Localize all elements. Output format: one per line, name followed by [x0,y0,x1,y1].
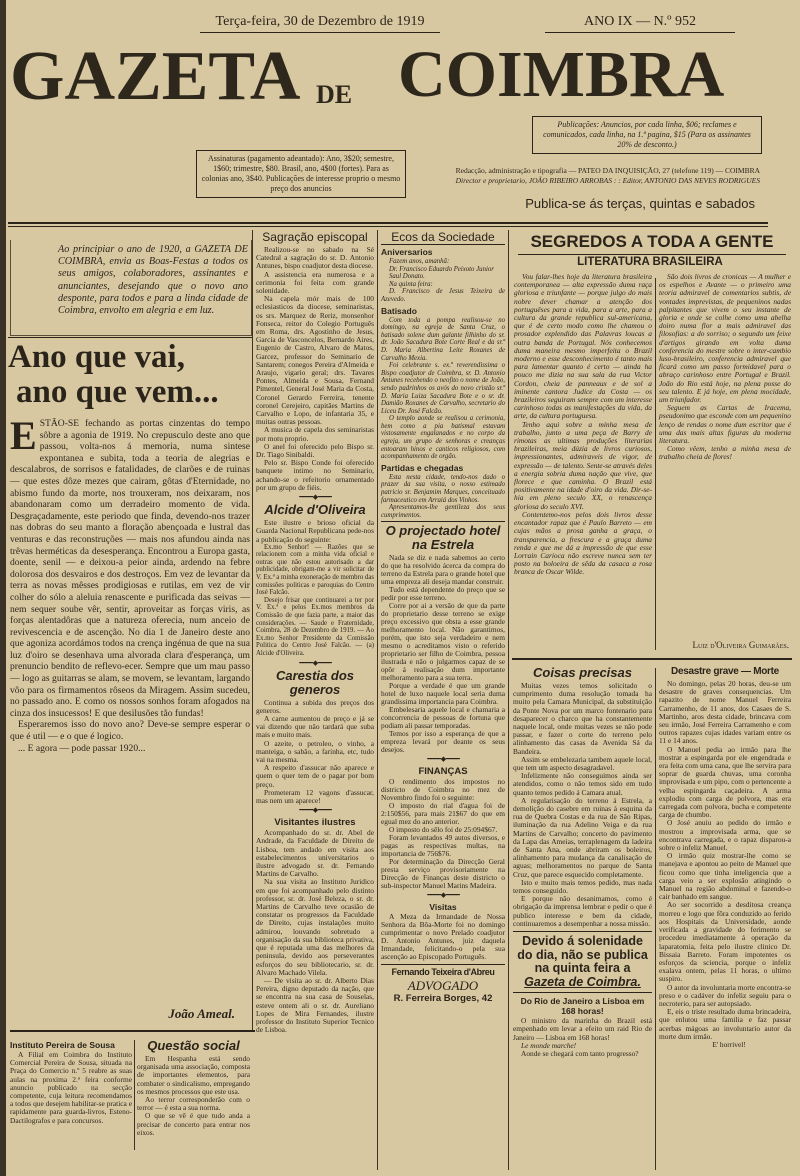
column-divider [377,230,378,1170]
paragraph: São dois livros de cronicas — A mulher e os espelhos e Avante — o primeiro uma teoria admiravel de comentarios subtis, de vontades imprevistas, de pequeninos nadas palpitantes que vivem o seu instante de gloria e onde se colhe como uma abelha doiro numa flor a mais admiravel das filosofias: a do sorriso; o segundo um feixe d'artigos girando em volta duma conferencia do mestre sobre o inter-cambio luso-brasileiro, conferencia admiravel que ficará como um passo formidavel para o abraço carinhoso entre Portugal e Brazil. João do Rio está hoje, na plena posse do seu talento. E já hoje, em plena mocidade, um triunfador. [659,272,791,405]
rio-lisboa-article [513,996,652,1058]
questao-social-article [137,1038,250,1137]
publications-rates: Publicações: Anuncios, por cada linha, $06; reclames e comunicados, cada linha, na 1.ª pagina, $15 (Para os assinantes 20% de desconto.) [532,116,762,154]
paragraph: A carne aumentou de preço e já se vai dizendo que não tardará que suba mais e muito mais. [256,714,374,740]
paragraph: Este ilustre e brioso oficial da Guarda Nacional Republicana pede-nos a publicação do seguinte: [256,518,374,544]
paragraph: Ao ser socorrido a desditosa creança morreu e logo que fôra conduzido ao ferido aos Hospitais da Universidade, aonde verificada a gravidade do ferimento se procedeu imediatamente á operação da laparatomia, feita pelo ilustre clinico Dr. Bissaia Barreto. Foram impotentes os esforços da sciencia, porque o infeliz exalava ontem, pelas 11 horas, o ultimo suspiro. [659,900,791,984]
segredos-banner: SEGREDOS A TODA A GENTE [518,232,786,255]
rio-title: Do Rio de Janeiro a Lisboa em 168 horas! [520,996,645,1017]
paragraph: A assistencia era numerosa e a cerimonia foi feita com grande solenidade. [256,269,374,296]
paragraph: O rendimento dos impostos no districto de Coimbra no mez de Novembro findo foi o seguinte: [381,777,505,803]
paragraph: O azeite, o petroleo, o vinho, a manteiga, o sabão, a farinha, etc, tudo vai na mesma. [256,738,374,765]
paragraph: Apresentamos-lhe gentileza dos seus cumprimentos. [381,504,505,519]
paragraph: Isto e muito mais temos pedido, mas nada temos conseguido. [513,877,652,896]
publication-frequency: Publica-se ás terças, quintas e sabados [525,196,755,211]
paragraph: No domingo, pelas 20 horas, deu-se um desastre de graves consequencias. Um rapazito de nome Manuel Ferreira Carramenho, de 11 anos, dos Casaes de S. Martinho, aros desta cidade, brincava com seu irmão, José Ferreira Carramenho e com outros rapazes cujas idades variam entre os 11 e 14 anos. [659,679,791,746]
redaction-address: Redacção, administração e tipografia — PATEO DA INQUISIÇÃO, 27 (telefone 119) — COIMBRA [455,166,760,175]
ornament-divider: ━━━━ ◆ ━━━━ [427,891,459,900]
lead-signature: João Ameal. [168,1006,235,1021]
column-divider [655,668,656,1170]
masthead-rule [8,222,768,224]
paragraph: Acompanhado do sr. dr. Abel de Andrade, da Faculdade de Direito de Lisboa, tem andado em visita aos estabelecimentos universitarios o ilustre advogado sr. dr. Fernando Martins de Carvalho. [256,828,374,879]
visitas-title: Visitas [429,902,457,913]
paragraph: Saul Donato. [389,273,425,281]
paragraph: Assim se embelezaria tambem aquele local, que tem um aspecto desagradavel. [513,754,652,773]
paragraph: O Manuel pedia ao irmão para lhe mostrar a espingarda por ele engendrada e era feita com uma cana, que lhe servira para soprar de guarda chuvas, uma coronha improvisada e um pipo, com o pertencente a velha espingarda caçadeira. A arma explodiu com carga de polvora, mas era carregada com polvora, bucha e competente carga de chumbo. [659,744,791,820]
sagracao-title: Sagração episcopal [262,230,368,244]
paragraph: Nada se diz e nada sabemos ao certo do que ha resolvido ácerca da compra do terreno da Estrela para o grande hotel que uma empreza ali deseja mandar construir. [381,553,505,587]
paragraph: Prometeram 12 vagons d'assucar, mas nem um aparece! [256,787,374,806]
paragraph: O José anuiu ao pedido do irmão e mostrou a improvisada arma, que se encontrava carregada, e o rapaz disparou-a sobre o infeliz Manuel. [659,818,791,853]
paragraph: Infelizmente não conseguimos ainda ser atendidos, como o não temos sido em tudo quanto temos pedido á Camara atual. [513,771,652,797]
paragraph: Foram levantados 49 autos diversos, e pagas as respectivas multas, na importancia de 756$76. [381,833,505,859]
paragraph: A musica de capela dos seminaristas por motu proprio. [256,425,374,443]
instituto-title: Instituto Pereira de Sousa [10,1040,115,1050]
paragraph: Por determinação da Direcção Geral presta serviço provisoriamente na Direcção de Finanças deste districto o sub-inspector Manuel Marins Madeira. [381,857,505,891]
paragraph: Ao terror corresponderão com o terror — é esta a sua norma. [137,1095,250,1113]
ornament-divider: ━━━━ ◆ ━━━━ [299,658,331,667]
paragraph: O imposto do sêlo foi de 25:094$67. [389,825,498,835]
lead-headline [8,340,258,410]
questao-title: Questão social [147,1038,240,1053]
notice-text: Devido á solenidade do dia, não se publica na quinta feira a [517,934,648,976]
visitantes-title: Visitantes ilustres [274,817,356,829]
paragraph: Na sua visita ao Instituto Juridico em que foi acompanhado pelo distinto professor, sr. dr. José Beleza, o sr. dr. Martins de Carvalho teve ocasião de constatar os progressos da Faculdade de Direito, cujas instalações muito admirou, louvando sobretudo a organisação da sua biblioteca privativa, que é reputada uma das melhores da peninsula, devido aos perseverantes esforços do seu bibliotecario, sr. dr. Alvaro Machado Vilela. [256,877,374,977]
rule [10,1030,255,1032]
paragraph: Desejo frisar que continuarei a ter por V. Ex.ª e pelos Ex.mos membros da Comissão de que fazia parte, a maior das considerações. — Saude e Fraternidade, Coimbra, 28 de Dezembro de 1919. — Ao Ex.mo Senhor Presidente da Comissão Politica do Centro José Falcão. — (a) Alcide d'Oliveira. [256,596,374,658]
batisado-text [381,317,505,461]
new-year-greeting: Ao principiar o ano de 1920, a GAZETA DE COIMBRA, envia as Boas-Festas a todos os seus amigos, colaboradores, assinantes e anunciantes, desejando que o novo ano desponte, para todos e para a linda cidade de Coimbra, envolto em alegria e em luz. [58,244,248,317]
aniversarios-list [381,258,505,304]
column-4-lower [513,665,652,1058]
paragraph: A regularisação do terreno á Estrela, a demolição do casebre em ruinas á esquina da rua de Quebra Costas e da rua de São Ripas, iluminação da rua Adelino Veiga e da rua Martins de Carvalho; concerto do pavimento da Lapa das Ameias, terraplenagem da ladeira de Santa Ana, onde abriram os boleiros, alinhamento para mudança da canalisação de aguas; melhoramentos no parque de Santa Cruz, que parece esquecido completamente. [513,795,652,879]
paragraph: E porque não desanimamos, como é obrigação da imprensa lembrar e pedir o que é publico interesse e bem da cidade, continuaremos a desempenhar a nossa missão. [513,894,652,928]
paragraph: Contentemo-nos pelos dois livros desse encantador rapaz que é Paulo Barreto — em cujas mãos a prosa ganha a graça, o transparencia, a frescura e a graça duma renda e que me dá a impressão de que esse Lorrain Carioca não escreve nunca sem ter posto na boloeira de sêda da casaca a rosa branca de Oscar Wilde. [514,509,652,577]
paragraph: Muitas vezes temos solicitado o cumprimento duma resolução tomada ha muito pela Camara Municipal, da substituição da Ponte Nova por um marco fontenario para desaparecer o charco que ha constantemente naquele local, onde muitas vezes se não pode passar, e fazer o corte do terreno pelo alinhamento das casas da Avenida Sá da Bandeira. [513,681,652,756]
paragraph: O anel foi oferecido pelo Bispo sr. Dr. Tiago Sinibaldi. [256,441,374,460]
paragraph: O ministro da marinha do Brazil está empenhado em levar a efeito um raid Rio de Janeiro — Lisboa em 168 horas! [513,1016,652,1042]
desastre-article [659,665,791,1049]
paragraph: O que se vê é que tudo anda a precisar de concerto para entrar nos eixos. [137,1111,250,1137]
rule [381,521,505,522]
paragraph: Como vêem, tenho a minha mesa de trabalho cheia de flores! [659,444,791,462]
headline-line: ano que vem... [16,374,219,410]
paragraph: Ex.mo Senhor! — Razões que se relacionem com a minha vida oficial e outras que não estou autorisado a dar publicidade, obrigam-me a vir solicitar de V. Ex.ª a minha exoneração de membro das comissões politicas e paroquias do Centro José Falcão. [256,543,374,597]
paragraph: Realizou-se no sabado na Sé Catedral a sagração do sr. D. Antonio Antunes, bispo coadjutor desta diocese. [256,245,374,271]
subscription-rates: Assinaturas (pagamento adeantado): Ano, 3$20; semestre, 1$60; trimestre, $80. Brasil, ano, 4$00 (fortes). Para as colonias ano, 3$40. Publicações de interesse proprio o mesmo preço dos anuncios [196,150,406,198]
ornament-divider: ━━━━ ◆ ━━━━ [299,806,331,815]
batisado-title: Batisado [381,305,417,316]
coisas-precisas-article [513,666,652,928]
lawyer-advert [381,964,505,1005]
desastre-title: Desastre grave — Morte [671,666,779,677]
paragraph: Embelesaria aquele local e chamaria a concorrencia de pessoas de fortuna que podiam ali passar temporadas. [381,705,505,731]
partidas-text [381,474,505,520]
paragraph: Tenho aqui sobre a minha mesa de trabalho, junto a uma peça de Barry de rimotas as ultimas produções literarias brazileiras, meia dúzia de livros curiosos, impressionantes, admiraveis de vigor, de expressão — de talento. Sente-se através deles a energia sobria duma nação que vive, que florece e que caminha. O Brazil está positivamente na idade d'oiro da vida. Dir-se-hia em pleno seculo XX, o renascença gloriosa do seculo XVI. [514,419,652,511]
paragraph: O imposto do rial d'agua foi de 2:150$56, para mais 21$67 do que em egual mez do ano anterior. [381,801,505,827]
paragraph: O templo aonde se realisou a cerimonia, bem como a pia batismal estavam vistosamente engalanados e no corpo da egreja, um grupo de senhoras e creanças entoaram hinos e canticos religiosos, com acompanhamento de orgão. [381,415,505,461]
partidas-title: Partidas e chegadas [381,462,464,473]
masthead-title-gazeta: GAZETA [10,38,301,115]
rule [512,658,792,660]
headline-line: Ano que vai, [8,339,185,375]
literatura-col-1 [514,273,652,577]
paragraph: Fazem anos, amanhã: [389,258,450,265]
advert-name: Fernando Teixeira d'Abreu [391,967,495,978]
alcide-title: Alcide d'Oliveira [264,502,366,518]
paragraph: Continua a subida dos preços dos generos. [256,697,374,715]
column-divider [655,278,656,650]
carestia-title: Carestia dos generos [275,667,355,697]
paragraph: Vou falar-lhes hoje da literatura brasileira contemporanea — alta expressão duma raça gloriosa e triunfante — porque julgo do mais nobre dever chamar a atenção dos portuguêses para a vida, para a arte, para a cultura da grande republica sul-americana, que é de certo modo como lhe chamou o prosador explendido das Palavras loucas a outra banda de Portugal. Nós conhecemos duma maneira mesmo imperfeita o Brazil moderno e esse desconhecimento é tanto mais para lamentar quanto é certo — ainda ha pouco me dizia na sua sala da rua Victor Cordon, cheia de panneaux e de sol a iminente cantora Judice da Costa — os brazileiros seguiram sempre com um interesse carinhoso todas as manifestações da vida, da arte, da cultura portuguesa. [514,272,652,421]
paragraph: A Meza da Irmandade de Nossa Senhora da Bôa-Morte foi no domingo cumprimentar o novo Prelado coadjutor D. Antonio Antunes, juiz daquela Irmandade, felicitando-o pela sua ascenção ao Episcopado Português. [381,912,505,962]
director-editor: Director e proprietario, JOÃO RIBEIRO ARROBAS : : Editor, ANTONIO DAS NEVES RODRIGUES [455,175,760,185]
masthead-title-de: DE [316,80,353,109]
paragraph: Na quinta feira: [389,280,433,288]
paragraph: Tudo está dependente do preço que se pedir por esse terreno. [381,585,505,603]
literatura-title: LITERATURA BRASILEIRA [577,256,723,268]
paragraph: A respeito d'assucar não aparece e quem o quer tem de o pagar por bom preço. [256,763,374,789]
masthead-title-coimbra: COIMBRA [398,38,725,111]
notice-paper-name: Gazeta de Coimbra. [524,974,641,989]
page-edge [0,0,6,1176]
ornament-divider: ━━━━ ◆ ━━━━ [299,493,331,502]
instituto-article [10,1038,132,1125]
paragraph: Na capela mór mais de 100 eclesiasticos da diocese, seminaristas, os srs. Marquez de Reriz, monsenhor Fonseca, reitor do Colegio Português em Roma, drs. Agostinho de Jesus, Garcia de Vasconcelos, Bernardo Aires, Eugenio de Castro, Alvaro de Matos, Garcez, professor do Seminario de Santarem; conegos Pereira d'Almeida e Araujo, vigario geral; drs. Tavares Pontes, Almeida e Sousa, Fernand Pimentel, General José Maria da Costa, Coronel Gerardo Ferreira, tenente coronel Cerejeiro, capitães Martins de Carvalho e Lopo, de infantaria 35, e muitas outras pessoas. [256,294,374,427]
aniversarios-title: Aniversarios [381,247,433,257]
column-2 [256,230,374,1034]
paragraph: Temos por isso a esperança de que a empreza levará por deante os seus desejos. [381,729,505,755]
paragraph: Com toda a pompa realisou-se no domingo, na egreja de Santa Cruz, o batisado solene dum galante filhinho do sr. dr. João Sacadura Bote Corte Real e da sr.ª D. Maria Albertina Leite Roxanes de Carvalho Mexia. [381,316,505,362]
paragraph: Porque a verdade é que um grande hotel de luxo naquele local seria duma grandissima importancia para Coimbra. [381,681,505,707]
paragraph: Le monde marche! [521,1040,577,1050]
financas-title: FINANÇAS [418,766,468,778]
paragraph: E' horrivel! [712,1039,746,1049]
paragraph: Esta nesta cidade, tendo-nos dado o prazer da sua visita, o nosso estimado patricio sr. Benjamim Marques, conceituado farmaceutico em Arraiá dos Vinhos. [381,473,505,504]
paragraph: A Filial em Coimbra do Instituto Comercial Pereira de Sousa, situada na Praça do Comercio n.º 5 reabre as suas aulas na proxima 2.ª feira conforme anuncio publicado na secção competente, cuja leitura recomendamos a todos que desejem habilitar-se pratica e rapidamente para guarda-livros, Esteno-Dactilografos e para concursos. [10,1050,132,1125]
hotel-title: O projectado hotel na Estrela [385,523,501,553]
ecos-title: Ecos da Sociedade [381,230,505,245]
paragraph: Foi celebrante s. ex.ª reverendissima o Bispo coadjutor de Coimbra, sr. D. Antonio Antunes recebendo o neofito o nome de João, sendo padrinhos os avós do novo cristão sr.ª D. Maria Luiza Sacadura Bote e o sr. dr. Damião Roxanes de Carvalho, secretario do Liceu Dr. José Falcão. [381,362,505,415]
paragraph: E, eis o triste resultado duma brincadeira, que enlutou uma familia e faz passar acerbas mágoas ao involuntario autor da morte dum irmão. [659,1007,791,1041]
paragraph: — De visita ao sr. dr. Alberto Dias Pereira, digno deputado da nação, que se encontra na sua casa de Souselas, esteve ontem ali o sr. dr. Aureliano Lopes de Mira Fernandes, ilustre professor do Instituto Superior Tecnico de Lisboa. [256,975,374,1035]
ornament-divider: ━━━━ ◆ ━━━━ [427,755,459,764]
redaction-info [415,166,760,186]
paragraph: Esperaremos isso do novo ano? Deve-se sempre esperar o que é util — e o que é logico. [10,719,250,743]
issue-date: Terça-feira, 30 de Dezembro de 1919 [200,14,440,33]
literatura-signature: Luiz d'Oliveira Guimarães. [692,640,789,650]
paragraph: Em Hespanha está sendo organisada uma associação, composta de importantes elementos, para combater o sindicalismo, empregando os mesmos processos que este usa. [137,1054,250,1096]
paragraph: O autor da involuntaria morte encontra-se preso e o cadáver do infeliz seguiu para o necroterio, para ser autopsiado. [659,982,791,1008]
column-divider [134,1040,135,1150]
advert-profession: ADVOGADO [407,978,479,994]
column-divider [508,230,509,1170]
literatura-col-2 [659,273,791,462]
paragraph: ... E agora — pode passar 1920... [18,742,146,754]
paragraph: Corre por ai a versão de que da parte do proprietario desse terreno se exige preço excessivo que obsta a esse grande melhoramento local. Não garantimos, porém, que isto seja verdadeiro e nem mesmo o acreditamos visto o referido proprietario ser filho de Coimbra, pessoa ilustrada e não o julgarmos capaz de se opôr á realisação dum importante melhoramento para a sua terra. [381,601,505,683]
paragraph: Pelo sr. Bispo Conde foi oferecido banquete intimo no Seminario, achando-se o refeitorio ornamentado por um grupo de fiéis. [256,458,374,492]
rule [8,337,252,338]
advert-address: R. Ferreira Borges, 42 [393,993,493,1005]
masthead-rule-thin [8,226,768,227]
coisas-title: Coisas precisas [532,665,632,680]
paragraph: Seguem as Cartas de Iracema, pseudonimo que esconde com um pequenino lenço de rendas o nome dum escritor que é uma das mais altas figuras da moderna literatura. [659,403,791,446]
paragraph: D. Francisco de Jesus Teixeira de Azevedo. [381,288,505,303]
lead-article-body [10,413,250,754]
issue-number: ANO IX — N.º 952 [545,14,735,33]
paragraph: Aonde se chegará com tanto progresso? [521,1048,639,1058]
paragraph: Dr. Francisco Eduardo Peixoto Junior [389,265,494,273]
column-3 [381,230,505,1005]
no-publication-notice [513,931,652,993]
drop-cap: E [10,413,37,458]
paragraph: O irmão quiz mostrar-lhe como se manejava e apontou ao peito de Manuel que ficou como que tinha inteligencia que a carga veio a ser explosão atingindo o Manuel na região abdominal e fazendo-o cair banhado em sangue. [659,851,791,902]
paragraph: STÃO-SE fechando as portas cinzentas do tempo sôbre a agonia de 1919. No crepusculo deste ano que passou, volta-nos á memoria, numa sintese expontanea e subita, toda a teoria de alegrias e descalabros, de sorrisos e fatalidades, de clarões e de ruinas — que estes dôze mezes que cairam, gôtas d'Eternidade, no abismo fundo da morte, nos trouxeram, nos deixaram, nos abandonaram como um derradeiro momento de vida. Desgraçadamente, este periodo que finda, devendo-nos trazer nas dobras do seu manto a floração abençoada e lustral das venturas e das reconstruções — mais nos afundou ainda nas trêvas herméticas da desesperança. Encontrou a Europa gasta, doente, senil — e deixou-a peior ainda, ardendo na febre dolorosa dos desvairos e dos destroços. Em vez de levantar da terra as novas mêsses prodigiosas e rutilas, em vez de vir colher do sólo a aleluia renascente e purificada das seivas — nem sequer soube vêr, sentir, aproveitar as forças viris, as forças alentadôras que a natureza oferecia, num anceio de revivescencia e de ascenção. No dia 1 de Janeiro deste ano que agoniza acordámos todos na crença ingénua de que na sua luz d'oiro se desenhava uma alvorada clara d'esperança, um prenuncio bendito de reflevo-ecer. Sempre que um mau passo — logo as guitarras se alam, se movem, se levantam, largando vôo para os firmamentos rôseos da Miragem. Assim sucedeu, no passado ano. E como os nossos sonhos foram afogados na cinza dos insucessos! E que desilusões tão fundas! [10,418,250,719]
